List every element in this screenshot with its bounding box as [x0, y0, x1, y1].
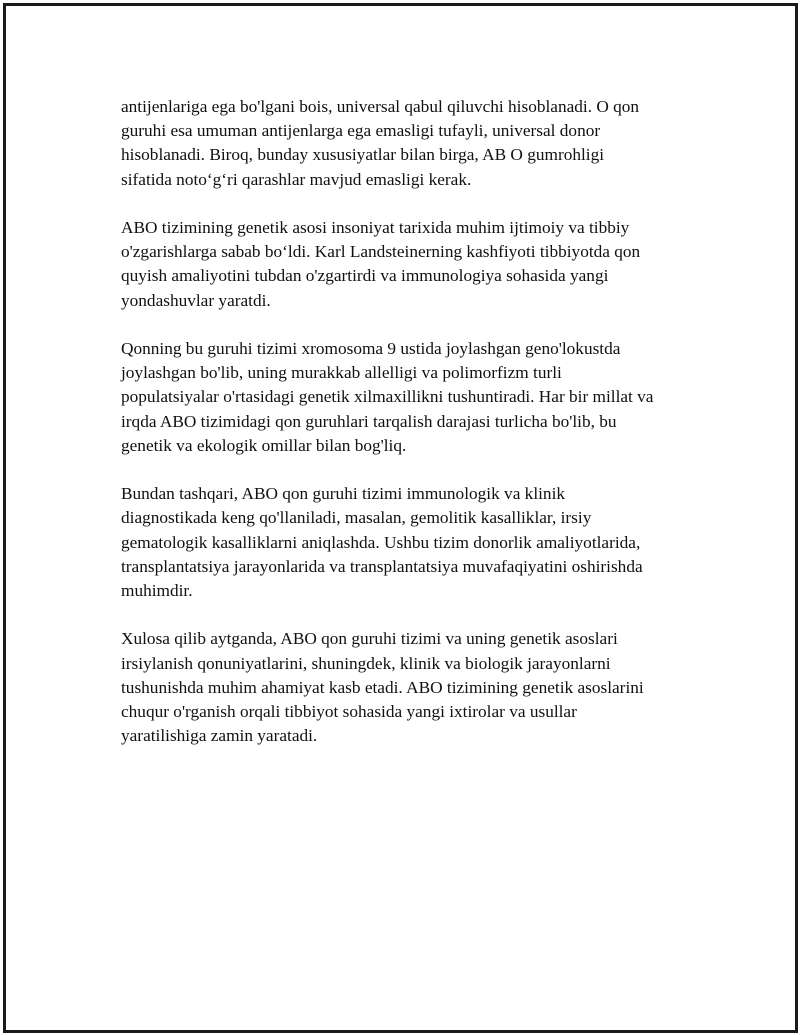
- text-line: muhimdir.: [121, 581, 193, 601]
- text-line: joylashgan bo'lib, uning murakkab allelligi va polimorfizm turli: [121, 363, 562, 383]
- text-line: antijenlariga ega bo'lgani bois, universal qabul qiluvchi hisoblanadi. O qon: [121, 97, 640, 116]
- text-line: sifatida noto‘g‘ri qarashlar mavjud emasligi kerak.: [121, 169, 472, 189]
- paragraph-3: [121, 337, 696, 458]
- text-line: quyish amaliyotini tubdan o'zgartirdi va immunologiya sohasida yangi: [121, 266, 609, 286]
- text-line: guruhi esa umuman antijenlarga ega emasligi tufayli, universal donor: [121, 121, 601, 141]
- text-line: Xulosa qilib aytganda, ABO qon guruhi tizimi va uning genetik asoslari: [121, 629, 618, 649]
- text-line: diagnostikada keng qo'llaniladi, masalan, gemolitik kasalliklar, irsiy: [121, 508, 592, 528]
- text-line: transplantatsiya jarayonlarida va transplantatsiya muvafaqiyatini oshirishda: [121, 556, 643, 576]
- text-line: ABO tizimining genetik asosi insoniyat tarixida muhim ijtimoiy va tibbiy: [121, 218, 630, 237]
- text-line: chuqur o'rganish orqali tibbiyot sohasida yangi ixtirolar va usullar: [121, 702, 577, 722]
- paragraph-4: [121, 482, 696, 603]
- document-page: [3, 3, 798, 1033]
- text-line: o'zgarishlarga sabab bo‘ldi. Karl Landsteinerning kashfiyoti tibbiyotda qon: [121, 242, 641, 262]
- text-line: genetik va ekologik omillar bilan bog'liq.: [121, 435, 407, 455]
- text-line: hisoblanadi. Biroq, bunday xususiyatlar bilan birga, AB O gumrohligi: [121, 145, 605, 165]
- text-line: yaratilishiga zamin yaratadi.: [121, 726, 318, 746]
- paragraph-1: [121, 95, 696, 192]
- text-line: yondashuvlar yaratdi.: [121, 290, 271, 310]
- paragraph-2: [121, 216, 696, 313]
- text-line: gematologik kasalliklarni aniqlashda. Ushbu tizim donorlik amaliyotlarida,: [121, 532, 641, 552]
- paragraph-5: [121, 627, 696, 748]
- text-line: tushunishda muhim ahamiyat kasb etadi. ABO tizimining genetik asoslarini: [121, 677, 644, 697]
- text-line: Qonning bu guruhi tizimi xromosoma 9 ustida joylashgan geno'lokustda: [121, 339, 621, 358]
- text-line: Bundan tashqari, ABO qon guruhi tizimi immunologik va klinik: [121, 484, 566, 504]
- text-line: populatsiyalar o'rtasidagi genetik xilmaxillikni tushuntiradi. Har bir millat va: [121, 387, 654, 407]
- text-line: irsiylanish qonuniyatlarini, shuningdek, klinik va biologik jarayonlarni: [121, 653, 611, 673]
- text-line: irqda ABO tizimidagi qon guruhlari tarqalish darajasi turlicha bo'lib, bu: [121, 411, 617, 431]
- document-body: [121, 95, 696, 773]
